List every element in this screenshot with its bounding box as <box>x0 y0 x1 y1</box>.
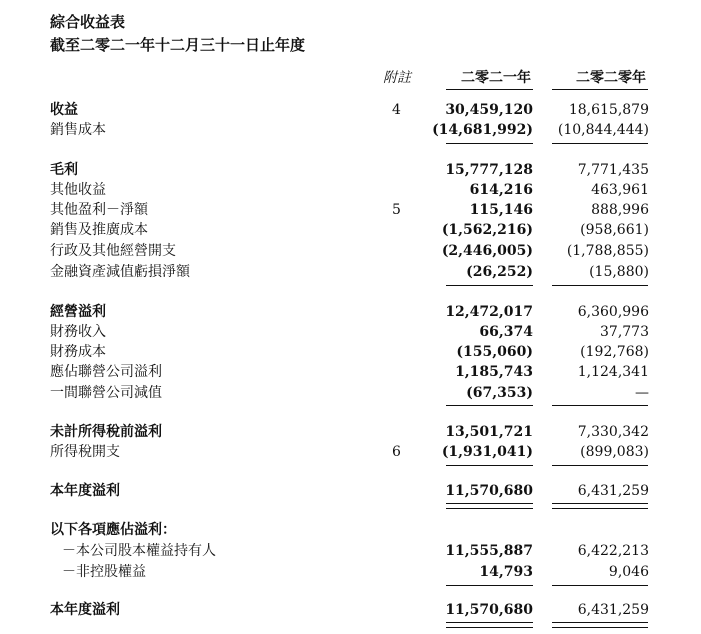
row-current-value: 1,185,743 <box>455 364 533 380</box>
row-label: 財務成本 <box>50 344 106 360</box>
row-label: 經營溢利 <box>50 304 106 320</box>
row-label: 本年度溢利 <box>50 483 120 499</box>
row-prior-value: (15,880) <box>589 264 649 280</box>
table-row <box>0 220 701 240</box>
subtotal-rule <box>446 405 533 406</box>
subtotal-rule <box>446 143 533 144</box>
row-prior-value: (1,788,855) <box>566 243 649 259</box>
subtotal-rule <box>552 465 648 466</box>
table-row <box>0 600 701 620</box>
row-current-value: (2,446,005) <box>441 243 533 259</box>
row-current-value: 614,216 <box>469 182 533 198</box>
subtotal-rule <box>446 465 533 466</box>
row-label: 本年度溢利 <box>50 602 120 618</box>
table-row <box>0 342 701 362</box>
table-row <box>0 520 701 540</box>
row-label: －本公司股本權益持有人 <box>62 543 216 559</box>
row-current-value: (26,252) <box>466 264 533 280</box>
row-label: 其他收益 <box>50 182 106 198</box>
row-label: 毛利 <box>50 162 78 178</box>
row-current-value: 66,374 <box>479 324 533 340</box>
table-row <box>0 481 701 501</box>
row-current-value: (155,060) <box>456 344 533 360</box>
table-row <box>0 241 701 261</box>
row-prior-value: — <box>635 385 649 401</box>
row-label: 未計所得稅前溢利 <box>50 424 162 440</box>
table-row <box>0 120 701 140</box>
row-prior-value: 7,771,435 <box>577 162 649 178</box>
row-prior-value: 7,330,342 <box>577 424 649 440</box>
row-label: 應佔聯營公司溢利 <box>50 364 162 380</box>
row-label: 以下各項應佔溢利： <box>50 522 176 538</box>
row-prior-value: 1,124,341 <box>577 364 649 380</box>
table-row <box>0 180 701 200</box>
row-prior-value: 888,996 <box>591 202 649 218</box>
row-current-value: (1,931,041) <box>441 444 533 460</box>
table-row <box>0 362 701 382</box>
row-current-value: (1,562,216) <box>441 222 533 238</box>
column-header-note: 附註 <box>383 70 411 86</box>
table-row <box>0 442 701 462</box>
table-row <box>0 100 701 120</box>
total-double-rule <box>552 503 648 509</box>
row-prior-value: (192,768) <box>580 344 649 360</box>
row-label: 銷售成本 <box>50 122 106 138</box>
row-current-value: (67,353) <box>466 385 533 401</box>
row-label: 收益 <box>50 102 78 118</box>
row-label: 所得稅開支 <box>50 444 120 460</box>
row-label: －非控股權益 <box>62 564 146 580</box>
row-prior-value: 6,360,996 <box>577 304 649 320</box>
table-row <box>0 322 701 342</box>
row-prior-value: 6,422,213 <box>577 543 649 559</box>
row-label: 金融資產減值虧損淨額 <box>50 264 190 280</box>
row-current-value: (14,681,992) <box>432 122 533 138</box>
row-prior-value: (899,083) <box>580 444 649 460</box>
table-row <box>0 422 701 442</box>
statement-period: 截至二零二一年十二月三十一日止年度 <box>50 36 306 54</box>
row-prior-value: 9,046 <box>608 564 649 580</box>
row-prior-value: 18,615,879 <box>568 102 649 118</box>
table-row <box>0 200 701 220</box>
row-current-value: 30,459,120 <box>445 102 533 118</box>
column-header-underline <box>552 89 648 90</box>
subtotal-rule <box>552 585 648 586</box>
table-row <box>0 383 701 403</box>
total-double-rule <box>446 503 533 509</box>
subtotal-rule <box>552 143 648 144</box>
row-note: 6 <box>392 444 401 460</box>
row-label: 財務收入 <box>50 324 106 340</box>
subtotal-rule <box>552 285 648 286</box>
row-prior-value: (958,661) <box>580 222 649 238</box>
column-header-underline <box>446 89 533 90</box>
table-row <box>0 262 701 282</box>
table-row <box>0 541 701 561</box>
subtotal-rule <box>446 585 533 586</box>
subtotal-rule <box>446 285 533 286</box>
row-note: 4 <box>392 102 401 118</box>
row-current-value: 11,555,887 <box>445 543 533 559</box>
row-label: 一間聯營公司減值 <box>50 385 162 401</box>
row-label: 其他盈利－淨額 <box>50 202 148 218</box>
row-current-value: 11,570,680 <box>445 602 533 618</box>
row-note: 5 <box>392 202 401 218</box>
row-prior-value: 37,773 <box>600 324 649 340</box>
row-current-value: 11,570,680 <box>445 483 533 499</box>
statement-title: 綜合收益表 <box>50 13 126 31</box>
row-prior-value: 6,431,259 <box>577 602 649 618</box>
row-prior-value: (10,844,444) <box>557 122 649 138</box>
row-current-value: 14,793 <box>479 564 533 580</box>
subtotal-rule <box>552 405 648 406</box>
total-double-rule <box>446 622 533 628</box>
row-label: 行政及其他經營開支 <box>50 243 176 259</box>
row-current-value: 13,501,721 <box>445 424 533 440</box>
row-current-value: 12,472,017 <box>445 304 533 320</box>
table-row <box>0 302 701 322</box>
total-double-rule <box>552 622 648 628</box>
row-prior-value: 463,961 <box>591 182 649 198</box>
table-row <box>0 160 701 180</box>
row-current-value: 115,146 <box>469 202 533 218</box>
table-row <box>0 562 701 582</box>
row-current-value: 15,777,128 <box>445 162 533 178</box>
row-label: 銷售及推廣成本 <box>50 222 148 238</box>
column-header-current-year: 二零二一年 <box>461 70 531 86</box>
column-header-prior-year: 二零二零年 <box>576 70 646 86</box>
row-prior-value: 6,431,259 <box>577 483 649 499</box>
